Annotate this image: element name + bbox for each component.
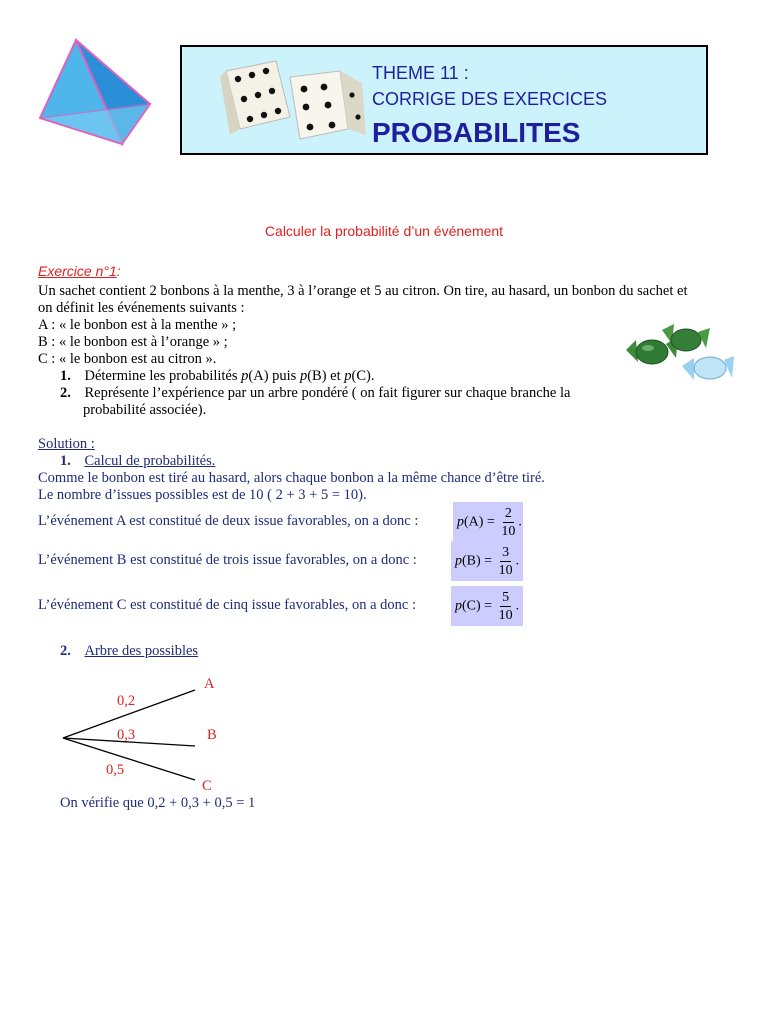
prob-b-num: 3: [502, 545, 510, 560]
header-theme: THEME 11 :: [372, 63, 469, 83]
candies-icon: [622, 322, 734, 384]
exercise-label: [38, 263, 121, 279]
header-box: [180, 45, 708, 155]
tree-outcome-c: C: [202, 778, 212, 794]
solution-part2-heading: [60, 643, 198, 660]
solution-event-a: L’événement A est constitué de deux issue favorables, on a donc :: [38, 513, 419, 529]
solution-event-c: L’événement C est constitué de cinq issue favorables, on a donc :: [38, 597, 416, 613]
prob-c-den: 10: [498, 608, 513, 623]
q1-arg-a: (A) puis: [248, 368, 300, 384]
question-2-line1: Représente l’expérience par un arbre pondéré ( on fait figurer sur chaque branche la: [84, 385, 571, 401]
tree-prob-c: 0,5: [106, 762, 125, 778]
solution-label-text: Solution :: [38, 436, 95, 452]
tree-check: On vérifie que 0,2 + 0,3 + 0,5 = 1: [60, 795, 256, 811]
prob-a-p: p: [457, 514, 464, 530]
tree-prob-a: 0,2: [117, 693, 136, 709]
question-2: [60, 385, 570, 402]
event-a: A : « le bonbon est à la menthe » ;: [38, 317, 237, 333]
solution-part1-heading: [60, 453, 215, 470]
prob-a-fraction: [499, 505, 517, 540]
prob-c-p: p: [455, 598, 462, 614]
q1-p-b: p: [299, 368, 308, 384]
prob-c-arg: (C) =: [462, 598, 493, 614]
header-title: PROBABILITES: [372, 117, 581, 148]
prob-b-den: 10: [498, 563, 513, 578]
prob-b-p: p: [455, 553, 462, 569]
tree-outcome-b: B: [207, 727, 217, 743]
solution-part1-title: Calcul de probabilités.: [84, 453, 216, 469]
exercise-label-colon: :: [116, 263, 121, 279]
prob-b-end: .: [515, 553, 520, 569]
prob-a-end: .: [518, 514, 522, 530]
prob-a-den: 10: [501, 524, 516, 539]
solution-part2-num: 2.: [60, 643, 71, 659]
solution-line2: Le nombre d’issues possibles est de 10 ( 2 + 3 + 5 = 10).: [38, 487, 367, 503]
question-2-line2: probabilité associée).: [83, 402, 207, 418]
tree-prob-b: 0,3: [117, 727, 136, 743]
question-1-pre: Détermine les probabilités: [84, 368, 242, 384]
prob-b-arg: (B) =: [462, 553, 493, 569]
prob-a-arg: (A) =: [464, 514, 495, 530]
prob-a-num: 2: [504, 506, 512, 521]
pyramid-icon: [36, 36, 154, 148]
solution-label: [38, 436, 95, 453]
event-c: C : « le bonbon est au citron ».: [38, 351, 217, 367]
probability-a-box: [453, 502, 523, 542]
probability-tree: [55, 670, 255, 800]
solution-part1-num: 1.: [60, 453, 71, 469]
q1-p-a: p: [241, 368, 249, 384]
q1-arg-b: (B) et: [307, 368, 345, 384]
header-subtitle: CORRIGE DES EXERCICES: [372, 89, 608, 109]
question-1: [60, 368, 374, 385]
exercise-intro-1: Un sachet contient 2 bonbons à la menthe, 3 à l’orange et 5 au citron. On tire, au hasard, un bonbon du sachet et: [38, 283, 688, 299]
solution-line1: Comme le bonbon est tiré au hasard, alors chaque bonbon a la même chance d’être tiré.: [38, 470, 545, 486]
q1-p-c: p: [344, 368, 352, 384]
prob-b-fraction: [497, 544, 515, 579]
probability-b-box: [451, 541, 523, 581]
question-1-num: 1.: [60, 368, 71, 384]
dice-icon: [220, 55, 370, 147]
section-title: Calculer la probabilité d’un événement: [264, 223, 504, 239]
question-2-num: 2.: [60, 385, 71, 401]
prob-c-end: .: [515, 598, 520, 614]
probability-c-box: [451, 586, 523, 626]
exercise-intro-2: on définit les événements suivants :: [38, 300, 245, 316]
solution-part2-title: Arbre des possibles: [84, 643, 199, 659]
q1-arg-c: (C).: [351, 368, 375, 384]
solution-event-b: L’événement B est constitué de trois issue favorables, on a donc :: [38, 552, 417, 568]
prob-c-fraction: [497, 589, 515, 624]
tree-outcome-a: A: [204, 676, 215, 692]
event-b: B : « le bonbon est à l’orange » ;: [38, 334, 228, 350]
prob-c-num: 5: [502, 590, 510, 605]
exercise-label-text: Exercice n°1: [38, 263, 117, 279]
